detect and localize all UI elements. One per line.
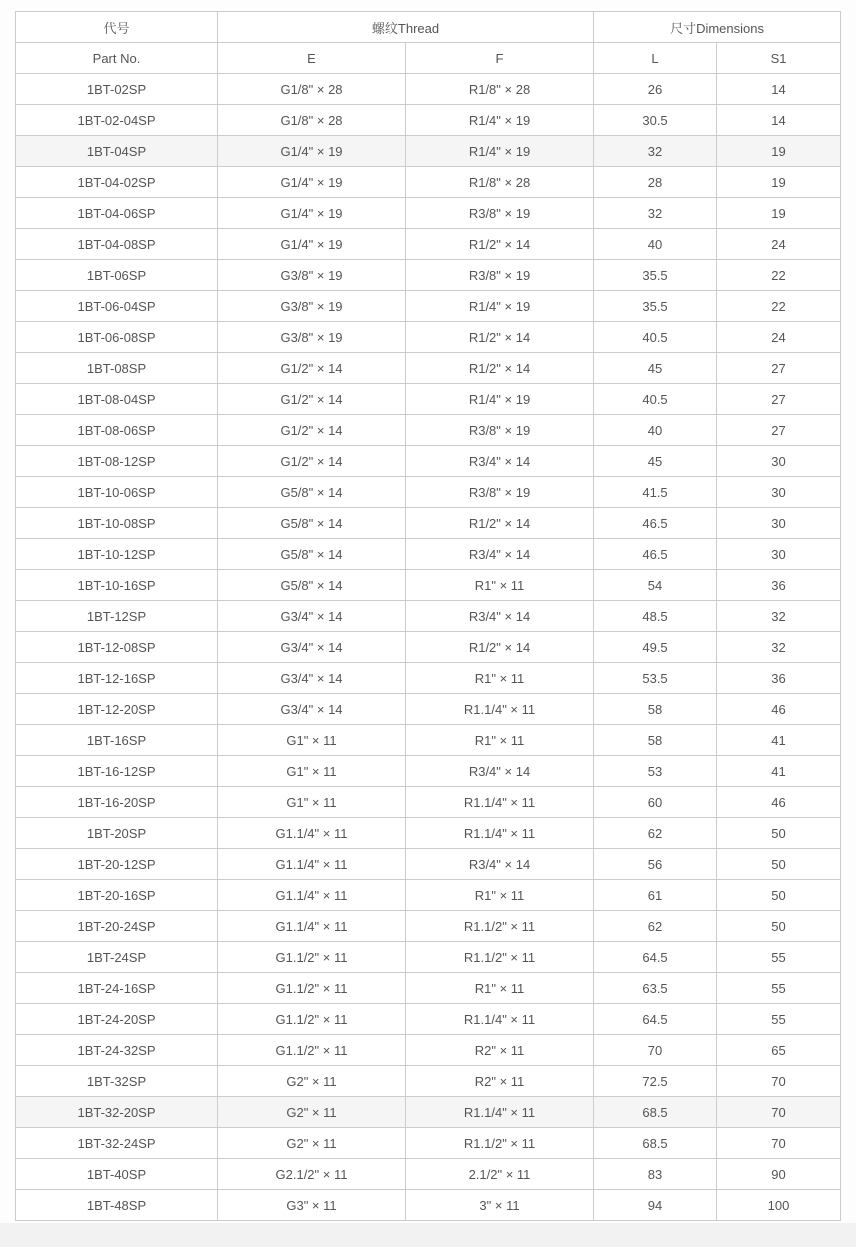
table-row	[16, 539, 841, 570]
table-row	[16, 229, 841, 260]
table-row	[16, 198, 841, 229]
thread-e-cell: G3/4" × 14	[218, 632, 406, 663]
thread-e-cell: G1/2" × 14	[218, 384, 406, 415]
dimension-l-cell: 40.5	[594, 384, 717, 415]
part-no-cell: 1BT-08-06SP	[16, 415, 218, 446]
dimension-l-cell: 64.5	[594, 1004, 717, 1035]
part-no-cell: 1BT-20SP	[16, 818, 218, 849]
dimension-l-cell: 46.5	[594, 539, 717, 570]
thread-e-cell: G1" × 11	[218, 787, 406, 818]
part-no-cell: 1BT-32-24SP	[16, 1128, 218, 1159]
table-row	[16, 1159, 841, 1190]
part-no-cell: 1BT-02-04SP	[16, 105, 218, 136]
thread-f-cell: R1/2" × 14	[406, 632, 594, 663]
dimension-l-cell: 54	[594, 570, 717, 601]
table-row	[16, 1128, 841, 1159]
thread-e-cell: G5/8" × 14	[218, 570, 406, 601]
dimension-l-cell: 64.5	[594, 942, 717, 973]
thread-e-cell: G1/4" × 19	[218, 229, 406, 260]
dimension-l-cell: 61	[594, 880, 717, 911]
header-row-columns	[16, 43, 841, 74]
dimension-s1-cell: 50	[717, 818, 841, 849]
part-no-cell: 1BT-12-16SP	[16, 663, 218, 694]
dimension-l-cell: 45	[594, 446, 717, 477]
header-row-groups	[16, 12, 841, 43]
thread-e-cell: G2" × 11	[218, 1128, 406, 1159]
dimension-l-cell: 58	[594, 694, 717, 725]
dimension-s1-cell: 30	[717, 508, 841, 539]
dimension-s1-cell: 70	[717, 1128, 841, 1159]
dimension-l-cell: 53	[594, 756, 717, 787]
part-no-cell: 1BT-02SP	[16, 74, 218, 105]
thread-e-cell: G1.1/4" × 11	[218, 911, 406, 942]
table-row	[16, 508, 841, 539]
dimension-s1-cell: 36	[717, 570, 841, 601]
thread-f-cell: R1" × 11	[406, 663, 594, 694]
part-no-cell: 1BT-20-12SP	[16, 849, 218, 880]
table-row	[16, 105, 841, 136]
thread-e-cell: G1/4" × 19	[218, 198, 406, 229]
thread-f-cell: R1/4" × 19	[406, 291, 594, 322]
dimension-s1-cell: 14	[717, 105, 841, 136]
thread-e-cell: G3/4" × 14	[218, 694, 406, 725]
thread-f-cell: R1/8" × 28	[406, 74, 594, 105]
thread-e-cell: G3/8" × 19	[218, 322, 406, 353]
table-row	[16, 384, 841, 415]
thread-f-cell: R3/8" × 19	[406, 415, 594, 446]
dimension-s1-cell: 50	[717, 880, 841, 911]
dimension-s1-cell: 19	[717, 167, 841, 198]
thread-f-cell: R1.1/4" × 11	[406, 1097, 594, 1128]
table-row	[16, 787, 841, 818]
thread-f-cell: R3/4" × 14	[406, 539, 594, 570]
dimension-s1-cell: 14	[717, 74, 841, 105]
part-no-cell: 1BT-24SP	[16, 942, 218, 973]
dimension-s1-cell: 19	[717, 136, 841, 167]
thread-f-cell: R3/4" × 14	[406, 446, 594, 477]
dimension-l-cell: 40	[594, 229, 717, 260]
dimension-s1-cell: 19	[717, 198, 841, 229]
part-no-cell: 1BT-04-08SP	[16, 229, 218, 260]
part-no-cell: 1BT-16-12SP	[16, 756, 218, 787]
thread-e-cell: G3/8" × 19	[218, 260, 406, 291]
thread-f-cell: R2" × 11	[406, 1066, 594, 1097]
thread-e-cell: G1/2" × 14	[218, 353, 406, 384]
dimension-s1-cell: 70	[717, 1066, 841, 1097]
part-no-cell: 1BT-04SP	[16, 136, 218, 167]
thread-f-cell: R1.1/4" × 11	[406, 818, 594, 849]
table-row	[16, 1035, 841, 1066]
part-no-cell: 1BT-06-08SP	[16, 322, 218, 353]
dimension-s1-cell: 30	[717, 446, 841, 477]
part-no-cell: 1BT-04-02SP	[16, 167, 218, 198]
dimension-s1-cell: 46	[717, 694, 841, 725]
part-no-cell: 1BT-24-32SP	[16, 1035, 218, 1066]
thread-f-cell: R1/2" × 14	[406, 229, 594, 260]
thread-f-cell: R1.1/2" × 11	[406, 911, 594, 942]
dimension-s1-cell: 50	[717, 911, 841, 942]
dimension-s1-cell: 70	[717, 1097, 841, 1128]
dimension-s1-cell: 41	[717, 725, 841, 756]
table-header	[16, 12, 841, 74]
table-row	[16, 167, 841, 198]
table-body	[16, 74, 841, 1221]
thread-f-cell: R3/8" × 19	[406, 477, 594, 508]
thread-f-cell: R1/2" × 14	[406, 353, 594, 384]
thread-f-cell: 3" × 11	[406, 1190, 594, 1221]
part-no-cell: 1BT-04-06SP	[16, 198, 218, 229]
part-no-cell: 1BT-12-20SP	[16, 694, 218, 725]
thread-f-cell: R1.1/2" × 11	[406, 1128, 594, 1159]
part-no-cell: 1BT-06SP	[16, 260, 218, 291]
dimension-s1-cell: 90	[717, 1159, 841, 1190]
dimension-l-cell: 60	[594, 787, 717, 818]
dimension-s1-cell: 30	[717, 539, 841, 570]
dimension-l-cell: 53.5	[594, 663, 717, 694]
dimension-l-cell: 49.5	[594, 632, 717, 663]
dimension-l-cell: 45	[594, 353, 717, 384]
thread-f-cell: R1" × 11	[406, 570, 594, 601]
dimension-l-cell: 62	[594, 911, 717, 942]
header-col-e: E	[218, 43, 406, 74]
part-no-cell: 1BT-24-20SP	[16, 1004, 218, 1035]
thread-e-cell: G3/8" × 19	[218, 291, 406, 322]
dimension-s1-cell: 55	[717, 973, 841, 1004]
table-row	[16, 353, 841, 384]
header-dimensions-group: 尺寸Dimensions	[594, 12, 841, 43]
part-no-cell: 1BT-32-20SP	[16, 1097, 218, 1128]
dimension-l-cell: 30.5	[594, 105, 717, 136]
part-no-cell: 1BT-16-20SP	[16, 787, 218, 818]
dimension-l-cell: 83	[594, 1159, 717, 1190]
dimension-s1-cell: 55	[717, 942, 841, 973]
header-col-s1: S1	[717, 43, 841, 74]
table-row	[16, 570, 841, 601]
thread-e-cell: G1" × 11	[218, 725, 406, 756]
header-col-l: L	[594, 43, 717, 74]
dimension-s1-cell: 65	[717, 1035, 841, 1066]
thread-e-cell: G5/8" × 14	[218, 539, 406, 570]
dimension-l-cell: 58	[594, 725, 717, 756]
thread-e-cell: G5/8" × 14	[218, 477, 406, 508]
dimension-l-cell: 46.5	[594, 508, 717, 539]
table-row	[16, 260, 841, 291]
part-no-cell: 1BT-16SP	[16, 725, 218, 756]
thread-f-cell: R1.1/4" × 11	[406, 694, 594, 725]
dimension-s1-cell: 36	[717, 663, 841, 694]
part-no-cell: 1BT-06-04SP	[16, 291, 218, 322]
thread-f-cell: R3/4" × 14	[406, 756, 594, 787]
spec-table-container	[15, 11, 841, 1221]
dimension-s1-cell: 24	[717, 322, 841, 353]
table-row	[16, 291, 841, 322]
thread-e-cell: G2" × 11	[218, 1066, 406, 1097]
thread-e-cell: G1/4" × 19	[218, 136, 406, 167]
part-no-cell: 1BT-08-12SP	[16, 446, 218, 477]
dimension-s1-cell: 24	[717, 229, 841, 260]
dimension-s1-cell: 100	[717, 1190, 841, 1221]
dimension-s1-cell: 32	[717, 632, 841, 663]
thread-e-cell: G5/8" × 14	[218, 508, 406, 539]
thread-e-cell: G1" × 11	[218, 756, 406, 787]
table-row	[16, 1066, 841, 1097]
table-row	[16, 973, 841, 1004]
part-no-cell: 1BT-12SP	[16, 601, 218, 632]
dimension-l-cell: 40.5	[594, 322, 717, 353]
thread-f-cell: R1/2" × 14	[406, 322, 594, 353]
dimension-l-cell: 56	[594, 849, 717, 880]
thread-f-cell: R3/8" × 19	[406, 260, 594, 291]
table-row	[16, 1190, 841, 1221]
dimension-s1-cell: 30	[717, 477, 841, 508]
thread-f-cell: 2.1/2" × 11	[406, 1159, 594, 1190]
table-row	[16, 694, 841, 725]
thread-f-cell: R1" × 11	[406, 880, 594, 911]
dimension-l-cell: 40	[594, 415, 717, 446]
parts-spec-table	[15, 11, 841, 1221]
table-row	[16, 74, 841, 105]
thread-f-cell: R1/2" × 14	[406, 508, 594, 539]
dimension-l-cell: 28	[594, 167, 717, 198]
dimension-l-cell: 94	[594, 1190, 717, 1221]
thread-e-cell: G2.1/2" × 11	[218, 1159, 406, 1190]
dimension-l-cell: 41.5	[594, 477, 717, 508]
table-row	[16, 477, 841, 508]
table-row	[16, 880, 841, 911]
part-no-cell: 1BT-32SP	[16, 1066, 218, 1097]
part-no-cell: 1BT-10-12SP	[16, 539, 218, 570]
thread-f-cell: R1.1/4" × 11	[406, 787, 594, 818]
part-no-cell: 1BT-48SP	[16, 1190, 218, 1221]
thread-f-cell: R3/8" × 19	[406, 198, 594, 229]
dimension-s1-cell: 50	[717, 849, 841, 880]
table-row	[16, 942, 841, 973]
thread-e-cell: G1.1/4" × 11	[218, 880, 406, 911]
table-row	[16, 725, 841, 756]
dimension-l-cell: 68.5	[594, 1097, 717, 1128]
dimension-l-cell: 70	[594, 1035, 717, 1066]
dimension-l-cell: 32	[594, 136, 717, 167]
dimension-l-cell: 35.5	[594, 291, 717, 322]
thread-e-cell: G1.1/2" × 11	[218, 973, 406, 1004]
header-part-no-cn: 代号	[16, 12, 218, 43]
table-row	[16, 601, 841, 632]
dimension-l-cell: 26	[594, 74, 717, 105]
dimension-l-cell: 72.5	[594, 1066, 717, 1097]
dimension-s1-cell: 46	[717, 787, 841, 818]
table-row	[16, 756, 841, 787]
thread-e-cell: G3" × 11	[218, 1190, 406, 1221]
thread-e-cell: G1/8" × 28	[218, 105, 406, 136]
part-no-cell: 1BT-20-16SP	[16, 880, 218, 911]
dimension-l-cell: 63.5	[594, 973, 717, 1004]
table-row	[16, 415, 841, 446]
dimension-s1-cell: 27	[717, 384, 841, 415]
table-row	[16, 1097, 841, 1128]
page-footer-area	[0, 1223, 856, 1247]
thread-f-cell: R1" × 11	[406, 725, 594, 756]
part-no-cell: 1BT-10-06SP	[16, 477, 218, 508]
dimension-s1-cell: 27	[717, 415, 841, 446]
thread-e-cell: G3/4" × 14	[218, 601, 406, 632]
thread-e-cell: G1/4" × 19	[218, 167, 406, 198]
dimension-s1-cell: 27	[717, 353, 841, 384]
thread-f-cell: R1/4" × 19	[406, 136, 594, 167]
dimension-l-cell: 48.5	[594, 601, 717, 632]
thread-f-cell: R1/4" × 19	[406, 105, 594, 136]
table-row	[16, 1004, 841, 1035]
thread-e-cell: G1.1/2" × 11	[218, 942, 406, 973]
part-no-cell: 1BT-08-04SP	[16, 384, 218, 415]
table-row	[16, 849, 841, 880]
thread-f-cell: R1.1/4" × 11	[406, 1004, 594, 1035]
part-no-cell: 1BT-20-24SP	[16, 911, 218, 942]
part-no-cell: 1BT-10-16SP	[16, 570, 218, 601]
thread-e-cell: G1/2" × 14	[218, 415, 406, 446]
thread-e-cell: G1/2" × 14	[218, 446, 406, 477]
dimension-s1-cell: 55	[717, 1004, 841, 1035]
thread-e-cell: G1/8" × 28	[218, 74, 406, 105]
part-no-cell: 1BT-12-08SP	[16, 632, 218, 663]
part-no-cell: 1BT-10-08SP	[16, 508, 218, 539]
table-row	[16, 136, 841, 167]
thread-f-cell: R1.1/2" × 11	[406, 942, 594, 973]
table-row	[16, 818, 841, 849]
thread-f-cell: R1" × 11	[406, 973, 594, 1004]
part-no-cell: 1BT-08SP	[16, 353, 218, 384]
thread-f-cell: R1/8" × 28	[406, 167, 594, 198]
thread-e-cell: G1.1/4" × 11	[218, 849, 406, 880]
thread-f-cell: R3/4" × 14	[406, 849, 594, 880]
dimension-l-cell: 68.5	[594, 1128, 717, 1159]
dimension-l-cell: 32	[594, 198, 717, 229]
part-no-cell: 1BT-24-16SP	[16, 973, 218, 1004]
header-col-f: F	[406, 43, 594, 74]
table-row	[16, 632, 841, 663]
dimension-l-cell: 62	[594, 818, 717, 849]
dimension-s1-cell: 22	[717, 291, 841, 322]
thread-e-cell: G3/4" × 14	[218, 663, 406, 694]
thread-f-cell: R2" × 11	[406, 1035, 594, 1066]
table-row	[16, 322, 841, 353]
table-row	[16, 446, 841, 477]
thread-e-cell: G2" × 11	[218, 1097, 406, 1128]
thread-e-cell: G1.1/4" × 11	[218, 818, 406, 849]
dimension-s1-cell: 32	[717, 601, 841, 632]
thread-e-cell: G1.1/2" × 11	[218, 1004, 406, 1035]
table-row	[16, 911, 841, 942]
part-no-cell: 1BT-40SP	[16, 1159, 218, 1190]
dimension-s1-cell: 22	[717, 260, 841, 291]
thread-f-cell: R3/4" × 14	[406, 601, 594, 632]
dimension-s1-cell: 41	[717, 756, 841, 787]
header-thread-group: 螺纹Thread	[218, 12, 594, 43]
table-row	[16, 663, 841, 694]
dimension-l-cell: 35.5	[594, 260, 717, 291]
thread-f-cell: R1/4" × 19	[406, 384, 594, 415]
header-part-no-en: Part No.	[16, 43, 218, 74]
thread-e-cell: G1.1/2" × 11	[218, 1035, 406, 1066]
